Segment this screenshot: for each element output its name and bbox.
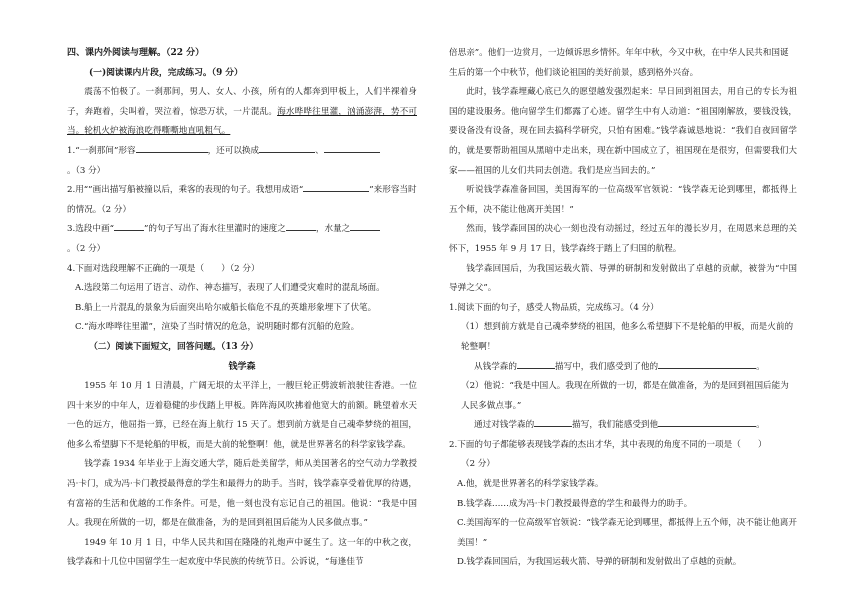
- story-paragraph: 此时，钱学森埋藏心底已久的愿望越发强烈起来：早日回到祖国去，用自己的专长为祖国的建设服务。他向留学生们都露了心迹。留学生中有人动道：“祖国刚解放，要钱没钱，要设备没有设备，现在回去搞科学研究，只怕有困难。”钱学森诚恳地说：“我们自夜回留学的，就是要帮助祖国从黑暗中走出来，现在新中国成立了，祖国现在是很穷，但需要我们大家——祖国的儿女们共同去创造。我们是应当回去的。”: [449, 87, 797, 176]
- option-b[interactable]: B.钱学森……成为冯·卡门教授最得意的学生和最得力的助手。: [457, 498, 693, 509]
- part2-title: （二）阅读下面短文，回答问题。（13 分）: [89, 341, 259, 352]
- answer-blank[interactable]: [534, 416, 572, 427]
- sub-question-1-2-fill: 通过对钱学森的 描写，我们能感受到他 。: [449, 416, 797, 436]
- answer-blank[interactable]: [517, 358, 555, 369]
- story-paragraph: 钱学森 1934 年毕业于上海交通大学，随后赴美留学，师从美国著名的空气动力学教授冯·卡门，成为冯·卡门教授最得意的学生和最得力的助手。当时，钱学森享受着优厚的待遇，有富裕的生活和优越的工作条件。可是，他一刻也没有忘记自己的祖国。他说：“我是中国人。我现在所做的一切，都是在做准备，为的是回到祖国后能为人民多做点事。”: [67, 459, 417, 529]
- sub-question-1-1: （1）想到前方就是自己魂牵梦绕的祖国，他多么希望脚下不是轮船的甲板，而是火前的轮整啊！: [461, 322, 794, 352]
- sub-question-1-2: （2）他说：“我是中国人。我现在所做的一切，都是在做准备，为的是回到祖国后能为人民多做点事。”: [461, 381, 789, 411]
- sub-question-2: 2.下面的句子都能够表现钱学森的杰出才华，其中表现的角度不同的一项是（ ）: [449, 439, 767, 450]
- answer-blank[interactable]: [303, 181, 369, 192]
- underlined-sentence: 海水哗哗往里灌，汹涌澎湃，势不可当。: [67, 106, 417, 137]
- answer-blank[interactable]: [658, 416, 756, 427]
- story-paragraph: 1949 年 10 月 1 日，中华人民共和国在隆隆的礼炮声中诞生了。这一年的中秋之夜，钱学森和十几位中国留学生一起欢度中华民族的传统节日。公诉说，“每逢佳节: [67, 537, 417, 568]
- sub-question-1-1-fill: 从钱学森的 描写中，我们感受到了他的 。: [449, 358, 797, 378]
- story-paragraph: 钱学森回国后，为我国运载火箭、导弹的研制和发射做出了卓越的贡献，被誉为“中国导弹之父”。: [449, 263, 797, 294]
- story-paragraph: 倍思亲”。他们一边赏月，一边倾诉思乡情怀。年年中秋，今又中秋，在中华人民共和国诞生后的第一个中秋节，他们谈论祖国的美好前景，感到格外兴奋。: [449, 48, 789, 78]
- answer-blank[interactable]: [350, 220, 380, 231]
- section-title: 四、课内外阅读与理解。（22 分）: [67, 48, 205, 58]
- left-column: [67, 44, 417, 573]
- option-a[interactable]: A.选段第二句运用了语言、动作、神态描写，表现了人们遭受灾难时的混乱场面。: [75, 283, 385, 294]
- story-paragraph: 听说钱学森准备回国，美国海军的一位高级军官领说：“钱学森无论到哪里，都抵得上五个师，决不能让他离开美国！”: [449, 185, 797, 215]
- story-paragraph: 1955 年 10 月 1 日清晨，广阔无垠的太平洋上，一艘巨轮正劈波斩浪驶往香港。一位四十来岁的中年人，迈着稳健的步伐踏上甲板。阵阵海风吹拂着他宽大的前额。眺望着水天一色的远方，他屈指一算，已经在海上航行 15 天了。想到前方就是自己魂牵梦绕的祖国，他多么希望脚下不是轮船的甲板，而是大前的轮整啊！他，就是世界著名的科学家钱学森。: [67, 381, 417, 450]
- option-c[interactable]: C.“海水哗哗往里灌”，渲染了当时情况的危急，说明随时都有沉船的危险。: [75, 322, 360, 333]
- part1-title: (一)阅读课内片段，完成练习。（9 分）: [89, 67, 243, 78]
- answer-blank: [114, 220, 144, 231]
- question-2: 2.用“”画出描写船被撞以后，乘客的表现的句子。我想用成语“ ”来形容当时的情况。（2 分）: [67, 181, 417, 220]
- story-title: 钱学森: [228, 361, 256, 372]
- answer-blank[interactable]: [658, 358, 756, 369]
- question-1: 1.“一刹那间”形容 ，还可以换成 、。（3 分）: [67, 142, 417, 181]
- question-3: 3.选段中画“ ”的句子写出了海水往里灌时的速度之 ，水量之。（2 分）: [67, 220, 417, 259]
- passage1: 震荡不怕极了。一刹那间，男人、女人、小孩，所有的人都奔到甲板上，人们半裸着身子，奔跑着，尖叫着，哭泣着，惊恐万状，一片混乱。海水哗哗往里灌，汹涌澎湃，势不可当。轮机火炉被海浪吃得嘶嘶地直吼粗气。: [67, 87, 417, 137]
- answer-blank[interactable]: [136, 142, 208, 153]
- option-c[interactable]: C.美国海军的一位高级军官领说：“钱学森无论到哪里，都抵得上五个师，决不能让他离开美国！”: [457, 518, 797, 548]
- sub-question-2-score: （2 分）: [461, 459, 495, 470]
- option-d[interactable]: D.钱学森回国后，为我国运载火箭、导弹的研制和发射做出了卓越的贡献。: [457, 557, 742, 568]
- question-4: 4.下面对选段理解不正确的一项是（ ）（2 分）: [67, 263, 260, 274]
- right-column: [449, 44, 797, 573]
- story-paragraph: 然而，钱学森回国的决心一刻也没有动摇过，经过五年的漫长岁月，在周恩来总理的关怀下，1955 年 9 月 17 日，钱学森终于踏上了归国的航程。: [449, 224, 797, 254]
- sub-question-1: 1.阅读下面的句子，感受人物品质，完成练习。（4 分）: [449, 302, 659, 313]
- answer-blank[interactable]: [259, 142, 315, 153]
- option-b[interactable]: B.船上一片混乱的景象为后面突出哈尔威船长临危不乱的英雄形象埋下了伏笔。: [75, 302, 377, 313]
- answer-blank[interactable]: [324, 142, 380, 153]
- option-a[interactable]: A.他，就是世界著名的科学家钱学森。: [457, 479, 604, 490]
- answer-blank[interactable]: [286, 220, 316, 231]
